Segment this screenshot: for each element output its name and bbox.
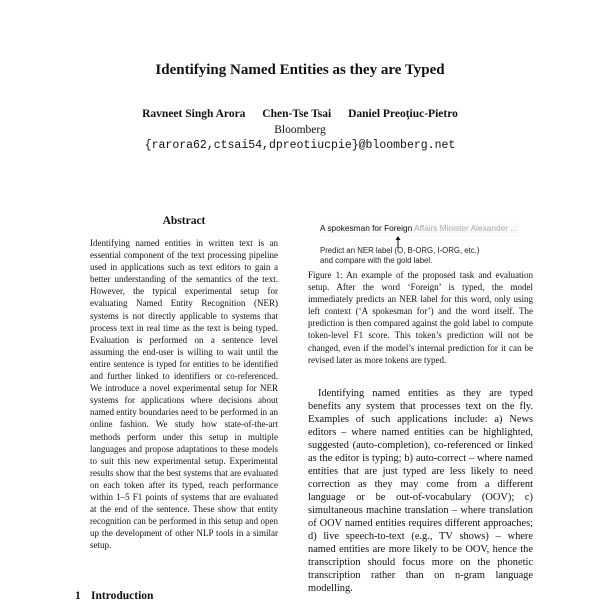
introduction-paragraph: Identifying named entities as they are typed benefits any system that processes text on the fly. Examples of such applications include: a) News editors – where named entities can be highlighted, suggested (auto-completion), co-referenced or linked as the editor is typing; b) auto-correct – where named entities that are just typed are less likely to need correction as they may come from a different language or be out-of-vocabulary (OOV); c) simultaneous machine translation – where translation of OOV named entities requires different approaches; d) live speech-to-text (e.g., TV shows) – where named entities are more likely to be OOV, hence the transcription should focus more on the phonetic transcription rather than on n-gram language modelling. (308, 388, 533, 594)
affiliation: Bloomberg (274, 124, 326, 136)
section-heading-introduction (75, 590, 295, 602)
introduction-text (308, 387, 533, 595)
author-name: Chen-Tse Tsai (262, 108, 332, 120)
figure-remaining-text: Affairs Minister Alexander ... (412, 223, 518, 233)
abstract-heading: Abstract (162, 215, 206, 227)
figure-prediction-line: and compare with the gold label. (320, 256, 433, 265)
section-number: 1 (75, 590, 81, 602)
figure-caption: Figure 1: An example of the proposed task and evaluation setup. After the word ‘Foreign’ is typed, the model immediately predicts an NER label for this word, only using left context (‘A spokesman for’) and the word itself. The prediction is then compared against the gold label to compute token-level F1 score. This token’s prediction will not be changed, even if the model’s internal prediction for it can be revised later as more tokens are typed. (308, 270, 533, 365)
figure-typed-text: A spokesman for Foreign (320, 223, 413, 233)
author-name: Daniel Preoţiuc-Pietro (348, 108, 458, 120)
figure-typing-example (320, 223, 520, 237)
section-title: Introduction (91, 590, 154, 602)
paper-title: Identifying Named Entities as they are Typed (155, 62, 445, 78)
abstract-text: Identifying named entities in written text is an essential component of the text processing pipeline used in applications such as text editors to gain a better understanding of the semantics of the text. However, the typical experimental setup for evaluating Named Entity Recognition (NER) systems is not directly applicable to systems that process text in real time as the text is being typed. Evaluation is performed on a sentence level assuming the end-user is willing to wait until the entire sentence is typed for entities to be identified and further linked to identifiers or co-referenced. We introduce a novel experimental setup for NER systems for applications where decisions about named entity boundaries need to be performed in an online fashion. We study how state-of-the-art methods perform under this setup in multiple languages and propose adaptations to these models to suit this new experimental setup. Experimental results show that the best systems that are evaluated on each token after its typed, reach performance within 1–5 F1 points of systems that are evaluated at the end of the sentence. These show that entity recognition can be performed in this setup and open up the development of other NLP tools in a similar setup. (90, 238, 278, 551)
figure-prediction-note (320, 246, 520, 266)
author-list (0, 108, 600, 120)
figure-prediction-line: Predict an NER label (O, B-ORG, I-ORG, etc.) (320, 246, 480, 255)
author-name: Ravneet Singh Arora (142, 108, 246, 120)
author-emails: {rarora62,ctsai54,dpreotiucpie}@bloomberg.net (144, 139, 456, 152)
